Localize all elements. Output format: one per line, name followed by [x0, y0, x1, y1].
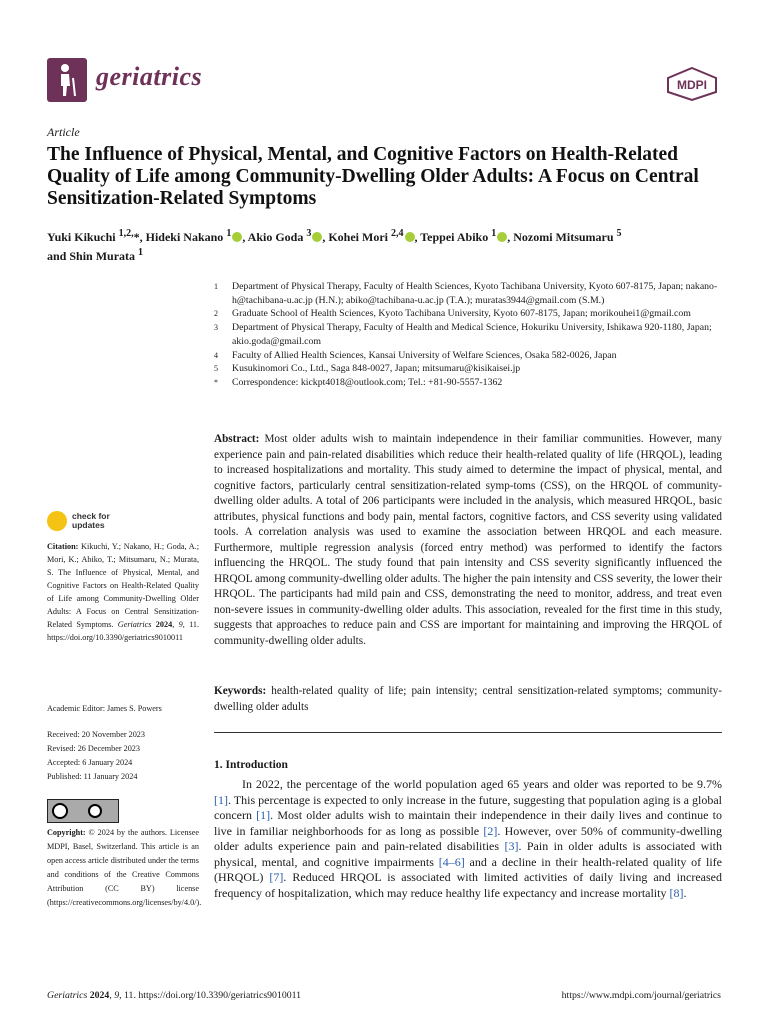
citation-link[interactable]: [1]: [256, 808, 271, 822]
footer-journal: Geriatrics: [47, 990, 88, 1001]
citation-year: 2024: [151, 620, 173, 629]
affiliation-item: [214, 321, 734, 348]
check-updates-line: updates: [72, 520, 105, 530]
citation-link[interactable]: [1]: [214, 792, 228, 807]
author-affil-sup: 1,2,: [118, 228, 134, 239]
cc-by-license-badge[interactable]: [47, 799, 119, 823]
author-name[interactable]: , Teppei Abiko: [414, 230, 492, 244]
affiliation-mark: 1: [214, 282, 218, 291]
footer-year: 2024: [87, 990, 110, 1001]
keywords-label: Keywords:: [214, 685, 267, 697]
published-date: Published: 11 January 2024: [47, 772, 138, 781]
publisher-name: MDPI: [677, 78, 707, 92]
affiliation-mark: 2: [214, 309, 218, 319]
abstract: [214, 432, 722, 649]
affiliation-item: [214, 349, 734, 363]
abstract-label: Abstract:: [214, 433, 260, 445]
copyright-block: [47, 826, 202, 910]
author-affil-sup: 5: [616, 228, 622, 239]
affiliation-text: Department of Physical Therapy, Faculty of Health and Medical Science, Hokuriku University, Ishikawa 920-1180, Japan; akio.goda@gmail.com: [232, 322, 712, 347]
orcid-icon[interactable]: [405, 232, 415, 242]
copyright-label: Copyright:: [47, 828, 86, 837]
intro-text: . Pain in older adults is associated with physical, mental, and cognitive impairments: [214, 839, 723, 869]
author-affil-sup: 1: [491, 228, 497, 239]
citation-link[interactable]: [3]: [504, 839, 519, 853]
author-name[interactable]: , Nozomi Mitsumaru: [507, 230, 617, 244]
footer-volume: , 9: [109, 990, 120, 1001]
intro-text: and a decline in their health-related quality of life (HRQOL): [214, 854, 722, 884]
author-name[interactable]: Yuki Kikuchi: [47, 230, 119, 244]
affiliation-mark: *: [214, 377, 218, 387]
citation-text: Kikuchi, Y.; Nakano, H.; Goda, A.; Mori, K.; Abiko, T.; Mitsumaru, N.; Murata, S. The Influence of Physical, Mental, and Cognitive Factors on Health-Related Quality of Life among Community-Dwelling Older Adults: A Focus on Central Sensitization-Related Symptoms.: [47, 542, 199, 629]
author-corresponding-mark: *: [133, 230, 140, 244]
check-for-updates-button[interactable]: [47, 511, 110, 531]
author-affil-sup: 1: [138, 247, 144, 258]
author-affil-sup: 3: [306, 228, 312, 239]
article-dates: [47, 728, 199, 784]
section-heading: 1. Introduction: [214, 759, 288, 771]
intro-paragraph: [214, 777, 722, 901]
intro-text: .: [683, 885, 687, 900]
journal-name[interactable]: geriatrics: [96, 62, 203, 91]
citation-label: Citation:: [47, 542, 79, 551]
revised-date: Revised: 26 December 2023: [47, 744, 140, 753]
orcid-icon[interactable]: [497, 232, 507, 242]
footer-doi[interactable]: , 11. https://doi.org/10.3390/geriatrics9010011: [119, 990, 302, 1001]
citation-link[interactable]: [7]: [269, 870, 284, 884]
affiliation-mark: 5: [214, 364, 218, 374]
affiliation-text: Faculty of Allied Health Sciences, Kansai University of Welfare Sciences, Osaka 582-0026, Japan: [232, 349, 617, 361]
author-name[interactable]: and Shin Murata: [47, 249, 139, 263]
citation-volume: , 9: [172, 620, 183, 629]
author-list: [47, 226, 737, 264]
affiliation-list: [214, 280, 734, 390]
author-name[interactable]: , Hideki Nakano: [139, 230, 227, 244]
author-name[interactable]: , Kohei Mori: [322, 230, 391, 244]
citation-link[interactable]: [4–6]: [438, 854, 465, 869]
journal-logo: [47, 58, 87, 102]
intro-text: . However, over 50% of community-dwelling older adults experience pain and pain-related disabilities: [214, 823, 722, 853]
intro-text: . This percentage is expected to only increase in the future, suggesting that population aging is a global concern: [214, 792, 722, 822]
mdpi-logo[interactable]: [664, 66, 720, 102]
footer-journal-url[interactable]: https://www.mdpi.com/journal/geriatrics: [561, 990, 721, 1001]
orcid-icon[interactable]: [232, 232, 242, 242]
affiliation-text: Department of Physical Therapy, Faculty of Health Sciences, Kyoto Tachibana University, Kyoto 607-8175, Japan; nakano-h@tachibana-u.ac.jp (H.N.); abiko@tachibana-u.ac.jp (T.A.); muratas3944@gmail.com (S.M.): [232, 281, 718, 306]
affiliation-mark: 4: [214, 350, 218, 360]
intro-text: . Most older adults wish to maintain their independence in their daily lives and continue to live in familiar neighborhoods for as long as possible: [214, 808, 722, 838]
academic-editor: Academic Editor: James S. Powers: [47, 704, 162, 713]
accepted-date: Accepted: 6 January 2024: [47, 758, 133, 767]
affiliation-text: Kusukinomori Co., Ltd., Saga 848-0027, Japan; mitsumaru@kisikaisei.jp: [232, 363, 521, 375]
citation-link[interactable]: [8]: [669, 885, 684, 900]
affiliation-text: Graduate School of Health Sciences, Kyoto Tachibana University, Kyoto 607-8175, Japan; morikouhei1@gmail.com: [232, 308, 691, 320]
citation-journal: Geriatrics: [117, 620, 152, 629]
author-name[interactable]: , Akio Goda: [242, 230, 307, 244]
article-title: The Influence of Physical, Mental, and Cognitive Factors on Health-Related Quality of Life among Community-Dwelling Older Adults: A Focus on Central Sensitization-Related Symptoms: [47, 144, 699, 209]
cc-icon: [52, 803, 68, 819]
intro-text: . Reduced HRQOL is associated with limited activities of daily living and increased frequency of hospitalization, which may reduce healthy life expectancy and increase mortality: [214, 870, 722, 900]
affiliation-item: [214, 376, 734, 390]
received-date: Received: 20 November 2023: [47, 730, 145, 739]
abstract-text: Most older adults wish to maintain independence in their familiar communities. However, many experience pain and pain-related disabilities which reduce their health-related quality of life (HRQOL), leading to increased hospitalizations and mortality. This study aimed to determine the impact of physical, mental, and cognitive factors, particularly central sensitization-related symp-toms (CSS), on the HRQOL of community-dwelling older adults. A total of 206 participants were included in the analysis, which measured HRQOL, basic attributes, physical functions and body pain, mental factors, cognitive factors, and CSS severity using validated tools. A correlation analysis was used to examine the association between HRQOL and each measure. Furthermore, multiple regression analysis (forced entry method) was performed to identify the factors influencing the HRQOL. The study found that pain intensity and CSS severity significantly influenced the HRQOL among community-dwelling older adults. The higher the pain intensity and CSS severity, the lower their HRQOL. The participants had mild pain and CSS, demonstrating the need to monitor, address, and treat even non-severe issues in community-dwelling older adults. This association, revealed for the first time in this study, suggests that approaches to reduce pain and CSS are important for maintaining and improving the HRQOL of community-dwelling older adults.: [214, 433, 722, 647]
footer-citation: [47, 990, 301, 1001]
by-attribution-icon: [88, 804, 102, 818]
walking-figure-icon: [47, 58, 87, 102]
copyright-text: © 2024 by the authors. Licensee MDPI, Basel, Switzerland. This article is an open access article distributed under the terms and conditions of the Creative Commons Attribution (CC BY) license (https://creativecommons.org/licenses/by/4.0/).: [47, 828, 202, 907]
keywords: [214, 684, 722, 715]
check-updates-line: check for: [72, 511, 110, 521]
article-type: Article: [47, 125, 80, 139]
author-affil-sup: 1: [226, 228, 232, 239]
check-updates-label: [72, 512, 110, 530]
affiliation-item: [214, 280, 734, 307]
author-affil-sup: 2,4: [391, 228, 404, 239]
correspondence-text: Correspondence: kickpt4018@outlook.com; Tel.: +81-90-5557-1362: [232, 376, 503, 388]
citation-block: [47, 540, 199, 644]
section-divider: [214, 732, 722, 733]
orcid-icon[interactable]: [312, 232, 322, 242]
citation-link[interactable]: [2]: [483, 823, 498, 838]
intro-text: In 2022, the percentage of the world population aged 65 years and older was reported to be 9.7%: [242, 777, 722, 791]
check-updates-icon: [47, 511, 67, 531]
affiliation-mark: 3: [214, 323, 218, 333]
affiliation-item: [214, 307, 734, 321]
citation-doi[interactable]: , 11. https://doi.org/10.3390/geriatrics9010011: [47, 620, 200, 642]
keywords-text: health-related quality of life; pain intensity; central sensitization-related symptoms; community-dwelling older adults: [214, 685, 722, 713]
affiliation-item: [214, 362, 734, 376]
